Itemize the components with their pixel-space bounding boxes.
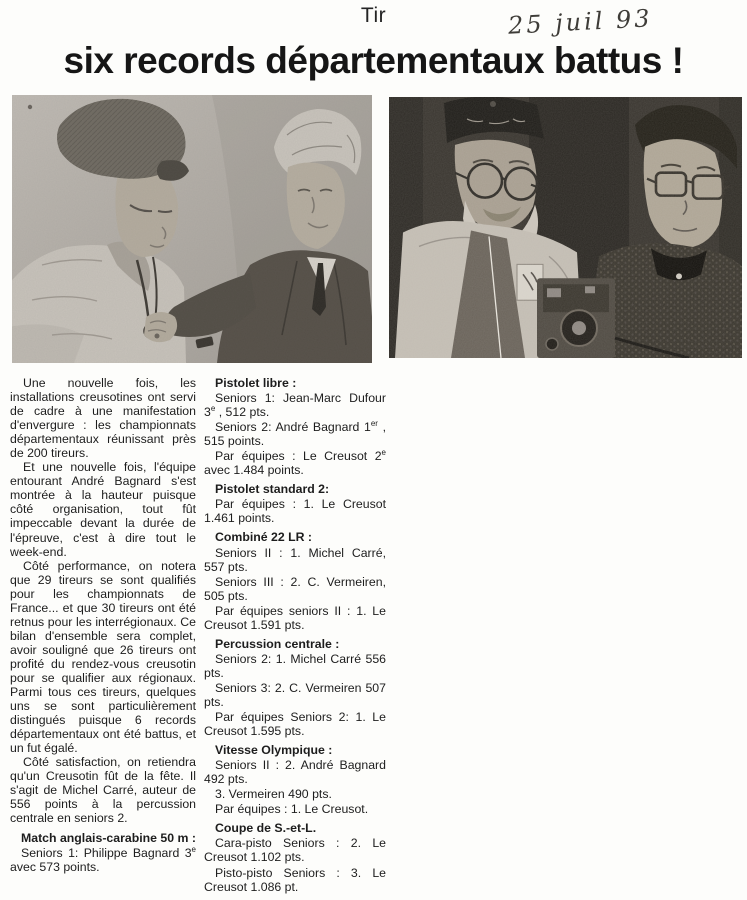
result-heading: Coupe de S.-et-L. (215, 821, 317, 836)
result-line: Seniors 1: Philippe Bagnard 3e avec 573 points. (10, 844, 196, 874)
result-heading: Vitesse Olympique : (215, 743, 333, 758)
result-line: Seniors 1: Jean-Marc Dufour 3e , 512 pts. (204, 391, 386, 420)
result-line: Seniors II : 1. Michel Carré, 557 pts. (204, 545, 386, 574)
article-column-1 (10, 376, 196, 895)
result-line: 3. Vermeiren 490 pts. (215, 787, 332, 802)
handwritten-date: 25 juil 93 (507, 4, 654, 40)
headline: six records départementaux battus ! (63, 40, 684, 81)
article-column-2 (204, 376, 386, 895)
result-line: Seniors 2: 1. Michel Carré 556 pts. (204, 651, 386, 680)
result-heading: Combiné 22 LR : (215, 530, 313, 545)
result-heading: Match anglais-carabine 50 m : (21, 830, 196, 845)
article-paragraph: Une nouvelle fois, les installations creusotines ont servi de cadre à une manifestation d'envergure : les championnats départementaux réunissant près de 200 tireurs. (10, 376, 196, 461)
result-heading: Pistolet libre : (215, 376, 297, 390)
article-body (10, 376, 386, 895)
section-kicker: Tir (360, 4, 387, 27)
result-line: Seniors III : 2. C. Vermeiren, 505 pts. (204, 574, 386, 603)
result-line: Par équipes seniors II : 1. Le Creusot 1.591 pts. (204, 603, 386, 632)
photo-two-shooters (389, 97, 742, 358)
result-line: Par équipes : Le Creusot 2e avec 1.484 points. (204, 448, 386, 478)
result-line: Pisto-pisto Seniors : 3. Le Creusot 1.086 pt. (204, 865, 386, 894)
medal-ceremony-illustration (12, 95, 372, 363)
result-line: Cara-pisto Seniors : 2. Le Creusot 1.102 pts. (204, 836, 386, 865)
article-paragraph: Côté satisfaction, on retiendra qu'un Creusotin fût de la fête. Il s'agit de Michel Carré, auteur de 556 points à la percussion centrale en seniors 2. (10, 755, 196, 826)
article-paragraph: Et une nouvelle fois, l'équipe entourant André Bagnard s'est montrée à la hauteur puisque côté organisation, tout fût impeccable devant la durée de l'épreuve, c'est à dire tout le week-end. (10, 460, 196, 559)
two-shooters-illustration (389, 97, 742, 358)
result-line: Par équipes Seniors 2: 1. Le Creusot 1.595 pts. (204, 710, 386, 739)
result-line: Par équipes : 1. Le Creusot. (215, 802, 369, 817)
result-line: Par équipes : 1. Le Creusot 1.461 points. (204, 497, 386, 526)
result-line: Seniors II : 2. André Bagnard 492 pts. (204, 758, 386, 787)
result-line: Seniors 3: 2. C. Vermeiren 507 pts. (204, 680, 386, 709)
article-paragraph: Côté performance, on notera que 29 tireurs se sont qualifiés pour les championnats de France... et que 30 tireurs ont été retnus pour les interrégionaux. Ce bilan d'ensemble sera complet, avoir souligné que 26 tireurs ont profité du rendez-vous creusotin pour se qualifier aux régionaux. Parmi tous ces tireurs, quelques uns se sont particulièrement distingués puisque 6 records départementaux ont été battus, et un fut égalé. (10, 558, 196, 756)
result-heading: Pistolet standard 2: (215, 482, 330, 497)
result-line: Seniors 2: André Bagnard 1er , 515 points. (204, 419, 386, 449)
photo-medal-ceremony (12, 95, 372, 363)
result-heading: Percussion centrale : (215, 636, 340, 651)
